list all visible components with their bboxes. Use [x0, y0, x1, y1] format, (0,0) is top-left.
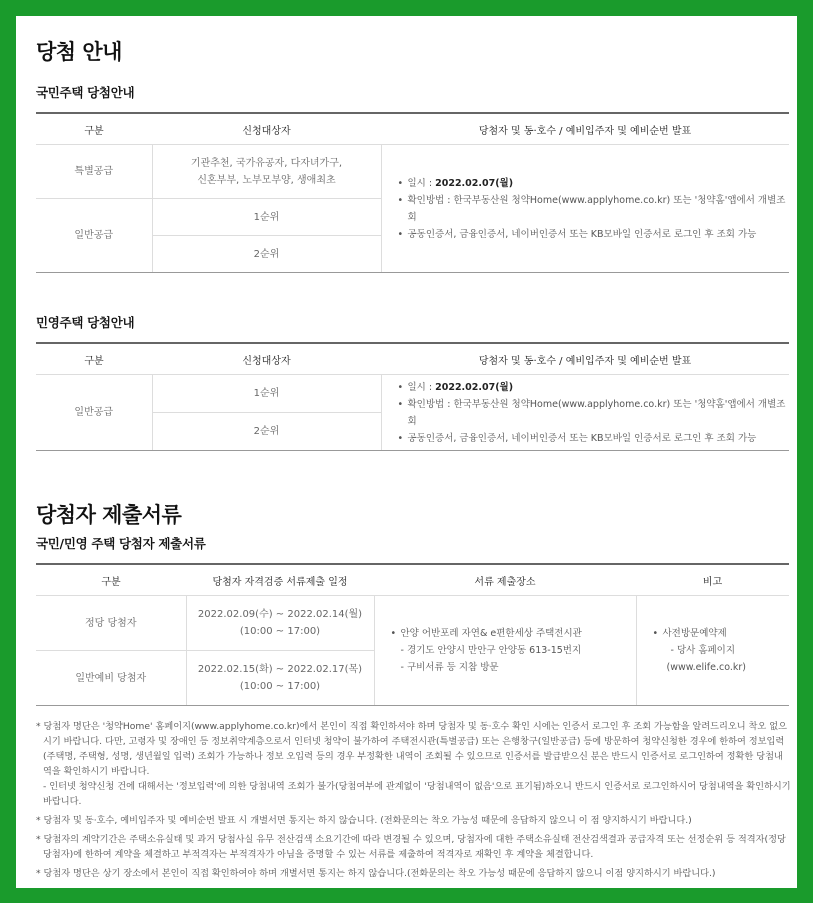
announce-method: • 확인방법 : 한국부동산원 청약Home(www.applyhome.co.kr) 또는 '청약홈'앱에서 개별조회	[398, 192, 790, 226]
rank-1: 1순위	[152, 199, 381, 236]
general-supply-label: 일반공급	[36, 199, 152, 273]
header-place: 서류 제출장소	[374, 564, 636, 596]
documents-table	[36, 563, 789, 706]
notes	[36, 719, 791, 885]
announcement-info	[381, 145, 789, 273]
header-category: 구분	[36, 113, 152, 145]
table-row	[36, 596, 789, 651]
regular-winner-schedule: 2022.02.09(수) ~ 2022.02.14(월) (10:00 ~ 17:00)	[186, 596, 374, 651]
note-4: * 당첨자 명단은 상기 장소에서 본인이 직접 확인하여야 하며 개별서면 통지는 하지 않습니다.(전화문의는 착오 가능성 때문에 응답하지 않으니 이점 양지하시기 바랍니다.)	[36, 868, 716, 879]
header-remark: 비고	[636, 564, 789, 596]
header-announcement: 당첨자 및 동·호수 / 예비입주자 및 예비순번 발표	[381, 113, 789, 145]
remark-url: (www.elife.co.kr)	[666, 662, 746, 673]
announce-auth: • 공동인증서, 금융인증서, 네이버인증서 또는 KB모바일 인증서로 로그인 후 조회 가능	[398, 430, 790, 447]
reserve-winner-label: 일반예비 당첨자	[36, 651, 186, 706]
subtitle-national-housing: 국민주택 당첨안내	[36, 85, 135, 100]
rank-2: 2순위	[152, 236, 381, 273]
place-note: - 구비서류 등 지참 방문	[400, 662, 499, 673]
header-applicant: 신청대상자	[152, 113, 381, 145]
announce-date: • 일시 : 2022.02.07(월)	[398, 175, 790, 192]
special-targets: 기관추천, 국가유공자, 다자녀가구, 신혼부부, 노부모부양, 생애최초	[152, 145, 381, 199]
subtitle-private-housing: 민영주택 당첨안내	[36, 315, 135, 330]
table-row	[36, 375, 789, 413]
table-row	[36, 145, 789, 199]
place-address: - 경기도 안양시 만안구 안양동 613-15번지	[400, 645, 582, 656]
regular-winner-label: 정당 당첨자	[36, 596, 186, 651]
header-schedule: 당첨자 자격검증 서류제출 일정	[186, 564, 374, 596]
submission-place	[374, 596, 636, 706]
header-category: 구분	[36, 343, 152, 375]
private-housing-table	[36, 342, 789, 451]
remark	[636, 596, 789, 706]
announce-method: • 확인방법 : 한국부동산원 청약Home(www.applyhome.co.kr) 또는 '청약홈'앱에서 개별조회	[398, 396, 790, 430]
note-1: * 당첨자 명단은 '청약Home' 홈페이지(www.applyhome.co.kr)에서 본인이 직접 확인하셔야 하며 당첨자 및 동·호수 확인 시에는 인증서 로그인 후 조회 가능함을 알려드리오니 착오 없으시기 바랍니다. 다만, 고령자 및 장애인 등 정보취약계층으로서 인터넷 청약이 불가하여 주택전시관(특별공급) 또는 은행창구(일반공급) 등에 방문하여 청약신청한 경우에 한하여 정보입력(주택명, 주택형, 성명, 생년월일 입력) 조회가 가능하나 정보 오입력 등의 경우 부정확한 내역이 조회될 수 있으므로 인증서를 발급받으신 분은 반드시 인증서로 로그인하여 정확한 당첨내역을 확인하시기 바랍니다.	[36, 721, 787, 777]
remark-sub: - 당사 홈페이지	[670, 645, 736, 656]
rank-1: 1순위	[152, 375, 381, 413]
announce-auth: • 공동인증서, 금융인증서, 네이버인증서 또는 KB모바일 인증서로 로그인 후 조회 가능	[398, 226, 790, 243]
header-category: 구분	[36, 564, 186, 596]
note-2: * 당첨자 및 동·호수, 예비입주자 및 예비순번 발표 시 개별서면 통지는 하지 않습니다. (전화문의는 착오 가능성 때문에 응답하지 않으니 이 점 양지하시기 바랍니다.)	[36, 815, 692, 826]
announce-date: • 일시 : 2022.02.07(월)	[398, 379, 790, 396]
section-title-documents: 당첨자 제출서류	[36, 503, 182, 527]
place-main: • 안양 어반포레 자연& e편한세상 주택전시관	[391, 625, 636, 642]
note-1-sub: - 인터넷 청약신청 건에 대해서는 '정보입력'에 의한 당첨내역 조회가 불가(당첨여부에 관계없이 '당첨내역이 없음'으로 표기됨)하오니 반드시 인증서로 로그인하시어 당첨내역을 확인하시기 바랍니다.	[43, 781, 791, 807]
section-title-winner-info: 당첨 안내	[36, 40, 122, 64]
note-3: * 당첨자의 계약기간은 주택소유실태 및 과거 당첨사실 유무 전산검색 소요기간에 따라 변경될 수 있으며, 당첨자에 대한 주택소유실태 전산검색결과 공급자격 또는 선정순위 등 적격자(정당 당첨자)에 한하여 계약을 체결하고 부적격자는 부적격자가 아님을 증명할 수 있는 서류를 제출하여 적격자로 재확인 후 계약을 체결합니다.	[36, 834, 786, 860]
reserve-winner-schedule: 2022.02.15(화) ~ 2022.02.17(목) (10:00 ~ 17:00)	[186, 651, 374, 706]
special-supply-label: 특별공급	[36, 145, 152, 199]
subtitle-documents: 국민/민영 주택 당첨자 제출서류	[36, 536, 206, 551]
header-applicant: 신청대상자	[152, 343, 381, 375]
national-housing-table	[36, 112, 789, 273]
announcement-info	[381, 375, 789, 451]
rank-2: 2순위	[152, 413, 381, 451]
general-supply-label: 일반공급	[36, 375, 152, 451]
header-announcement: 당첨자 및 동·호수 / 예비입주자 및 예비순번 발표	[381, 343, 789, 375]
remark-main: • 사전방문예약제	[653, 625, 790, 642]
